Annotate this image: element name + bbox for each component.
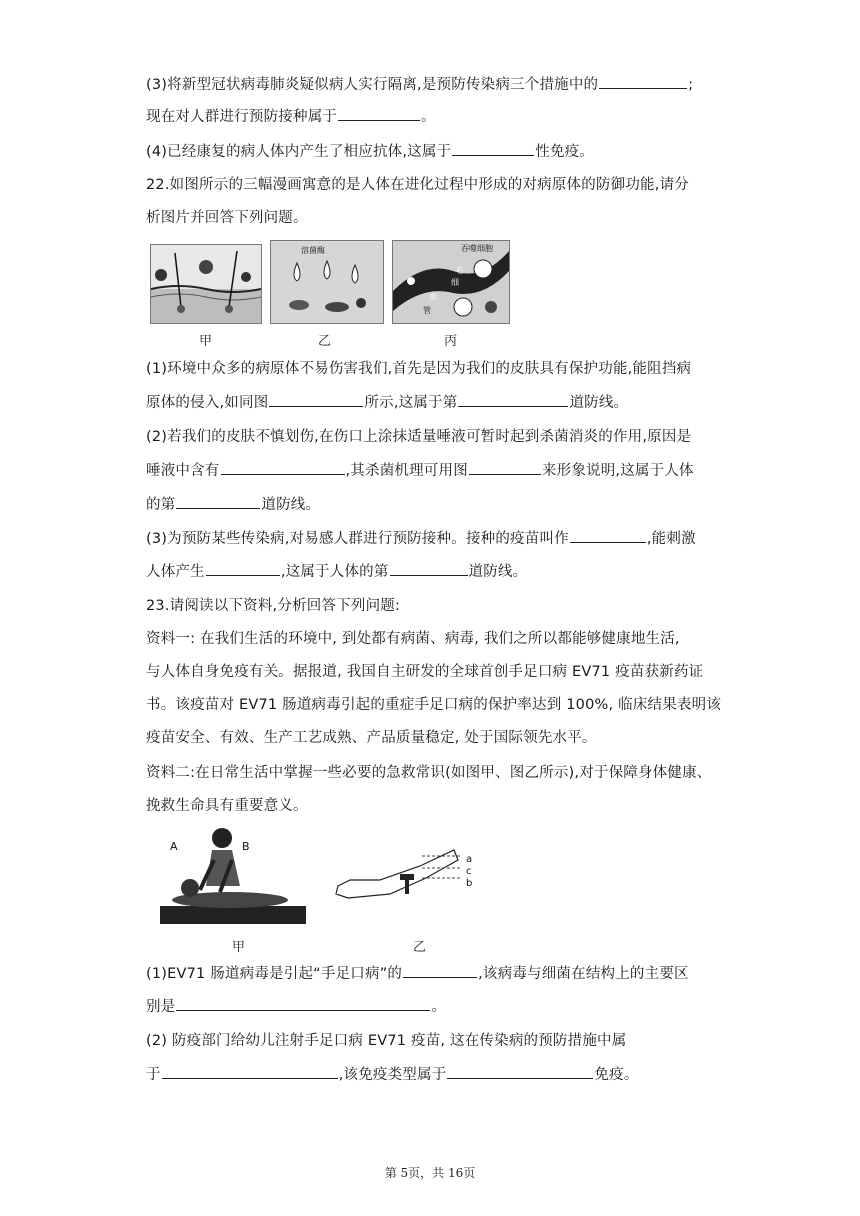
q23-material1-line2: 与人体自身免疫有关。据报道, 我国自主研发的全球首创手足口病 EV71 疫苗获新药证 (146, 664, 704, 680)
answer-blank[interactable] (269, 392, 363, 407)
fig-text-phagocyte: 吞噬细胞 (461, 244, 493, 253)
fig-label-c: c (466, 866, 472, 877)
text: 原体的侵入,如同图 (146, 395, 269, 411)
figure-lysozyme (270, 240, 384, 324)
text: 于 (146, 1067, 161, 1083)
fig-label-b: b (466, 878, 473, 889)
fig-text-xi: 细 (451, 278, 459, 287)
q23-material1-line4: 疫苗安全、有效、生产工艺成熟、产品质量稳定, 处于国际领先水平。 (146, 730, 597, 746)
text: (4)已经康复的病人体内产生了相应抗体,这属于 (146, 144, 452, 160)
page-footer: 第 5页，共 16页 (384, 1166, 476, 1180)
text: 道防线。 (468, 564, 528, 580)
figure-cpr (160, 826, 306, 926)
q23-part1-line1 (146, 963, 689, 984)
text: 道防线。 (261, 497, 321, 513)
fig-label-A: A (170, 840, 178, 853)
figure-label-jia: 甲 (232, 940, 246, 955)
text: ; (688, 77, 694, 93)
figure-label-yi: 乙 (318, 334, 332, 349)
q21-part3-line1 (146, 74, 693, 95)
text: 。 (431, 999, 447, 1015)
q22-part1-line2 (146, 392, 628, 413)
q23-material2-line2: 挽救生命具有重要意义。 (146, 798, 308, 814)
q22-stem-line1: 22.如图所示的三幅漫画寓意的是人体在进化过程中形成的对病原体的防御功能,请分 (146, 177, 689, 193)
text: ,该免疫类型属于 (338, 1067, 447, 1083)
text: 免疫。 (594, 1067, 639, 1083)
figure-skin-barrier (150, 244, 262, 324)
q22-part2-line1: (2)若我们的皮肤不慎划伤,在伤口上涂抹适量唾液可暂时起到杀菌消炎的作用,原因是 (146, 429, 692, 445)
text: (3)为预防某些传染病,对易感人群进行预防接种。接种的疫苗叫作 (146, 531, 569, 547)
q22-part2-line3 (146, 494, 320, 515)
fig-label-B: B (242, 840, 250, 853)
figure-label-yi: 乙 (413, 940, 427, 955)
text: 现在对人群进行预防接种属于 (146, 109, 338, 125)
answer-blank[interactable] (458, 392, 568, 407)
answer-blank[interactable] (469, 460, 541, 475)
fig-text-xue: 血 (429, 292, 437, 301)
q22-part2-line2 (146, 460, 694, 481)
fig-text-mao: 毛 (455, 266, 463, 275)
answer-blank[interactable] (403, 963, 477, 978)
q21-part3-line2 (146, 106, 436, 127)
q23-part2-line1: (2) 防疫部门给幼儿注射手足口病 EV71 疫苗, 这在传染病的预防措施中属 (146, 1033, 627, 1049)
text: 道防线。 (569, 395, 629, 411)
text: 别是 (146, 999, 176, 1015)
text: (1)EV71 肠道病毒是引起“手足口病”的 (146, 966, 403, 982)
q23-material1-line1: 资料一: 在我们生活的环境中, 到处都有病菌、病毒, 我们之所以都能够健康地生活, (146, 631, 680, 647)
q23-part2-line2 (146, 1064, 639, 1085)
text: 所示,这属于第 (364, 395, 458, 411)
answer-blank[interactable] (570, 528, 646, 543)
answer-blank[interactable] (162, 1064, 338, 1079)
fig-label-a: a (466, 854, 473, 865)
figure-leg-bleeding (330, 830, 480, 908)
answer-blank[interactable] (447, 1064, 593, 1079)
answer-blank[interactable] (452, 141, 534, 156)
text: ,这属于人体的第 (280, 564, 389, 580)
text: 性免疫。 (535, 144, 595, 160)
text: (3)将新型冠状病毒肺炎疑似病人实行隔离,是预防传染病三个措施中的 (146, 77, 599, 93)
text: 唾液中含有 (146, 463, 220, 479)
fig-text-lysozyme: 溶菌酶 (301, 246, 325, 255)
q22-part3-line2 (146, 561, 527, 582)
q21-part4 (146, 141, 594, 162)
q22-part3-line1 (146, 528, 696, 549)
q23-material1-line3: 书。该疫苗对 EV71 肠道病毒引起的重症手足口病的保护率达到 100%, 临床结果表明该 (146, 697, 722, 713)
figure-phagocyte (392, 240, 510, 324)
answer-blank[interactable] (206, 561, 280, 576)
q23-stem: 23.请阅读以下资料,分析回答下列问题: (146, 598, 401, 614)
q22-part1-line1: (1)环境中众多的病原体不易伤害我们,首先是因为我们的皮肤具有保护功能,能阻挡病 (146, 361, 692, 377)
fig-text-guan: 管 (423, 306, 431, 315)
q23-part1-line2 (146, 996, 446, 1017)
answer-blank[interactable] (390, 561, 468, 576)
figure-label-bing: 丙 (444, 334, 458, 349)
text: 的第 (146, 497, 176, 513)
text: 人体产生 (146, 564, 205, 580)
answer-blank[interactable] (338, 106, 420, 121)
answer-blank[interactable] (599, 74, 687, 89)
text: 。 (421, 109, 436, 125)
text: ,能刺激 (646, 531, 696, 547)
q22-stem-line2: 析图片并回答下列问题。 (146, 210, 308, 226)
text: ,其杀菌机理可用图 (345, 463, 468, 479)
answer-blank[interactable] (176, 996, 430, 1011)
answer-blank[interactable] (221, 460, 345, 475)
figure-label-jia: 甲 (199, 334, 213, 349)
q23-material2-line1: 资料二:在日常生活中掌握一些必要的急救常识(如图甲、图乙所示),对于保障身体健康、 (146, 765, 712, 781)
text: ,该病毒与细菌在结构上的主要区 (478, 966, 689, 982)
text: 来形象说明,这属于人体 (541, 463, 694, 479)
answer-blank[interactable] (176, 494, 260, 509)
